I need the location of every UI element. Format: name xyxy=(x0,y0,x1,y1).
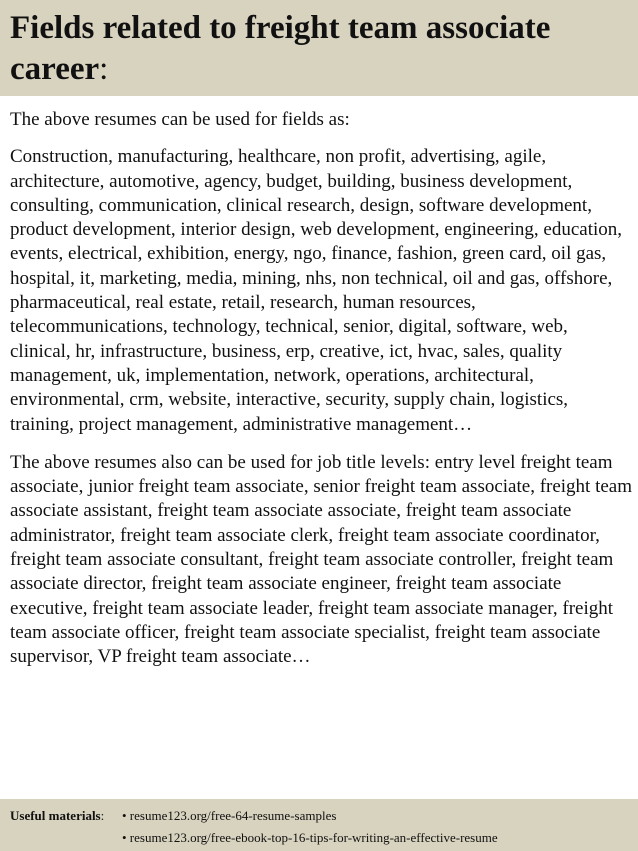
footer-label-spacer xyxy=(10,827,122,849)
useful-materials-label xyxy=(10,805,122,827)
job-levels-paragraph: The above resumes also can be used for job title levels: entry level freight team associate, junior freight team associate, senior freight team associate, freight team associate assistant, freight team associate associate, freight team associate administrator, freight team associate clerk, freight team associate coordinator, freight team associate consultant, freight team associate controller, freight team associate director, freight team associate engineer, freight team associate executive, freight team associate leader, freight team associate manager, freight team associate officer, freight team associate specialist, freight team associate supervisor, VP freight team associate… xyxy=(10,451,633,668)
page-title-colon: : xyxy=(99,51,109,87)
page-title xyxy=(10,8,628,90)
fields-paragraph: Construction, manufacturing, healthcare, non profit, advertising, agile, architecture, automotive, agency, budget, building, business development, consulting, communication, clinical research, design, software development, product development, interior design, web development, engineering, education, events, electrical, exhibition, energy, ngo, finance, fashion, green card, oil gas, hospital, it, marketing, media, mining, nhs, non technical, oil and gas, offshore, pharmaceutical, real estate, retail, research, human resources, telecommunications, technology, technical, senior, digital, software, web, clinical, hr, infrastructure, business, erp, creative, ict, hvac, sales, quality management, uk, implementation, network, operations, architectural, environmental, crm, website, interactive, security, supply chain, logistics, training, project management, administrative management… xyxy=(10,146,623,435)
footer-row-1 xyxy=(10,805,628,827)
content-body xyxy=(10,108,632,684)
footer-link-resume-samples[interactable]: • resume123.org/free-64-resume-samples xyxy=(122,808,337,823)
footer-band xyxy=(0,799,638,851)
intro-paragraph: The above resumes can be used for fields as: xyxy=(10,109,350,130)
footer-link-ebook[interactable]: • resume123.org/free-ebook-top-16-tips-for-writing-an-effective-resume xyxy=(122,830,498,845)
footer-row-2 xyxy=(10,827,628,849)
useful-materials-colon: : xyxy=(100,808,105,823)
title-band xyxy=(0,0,638,96)
useful-materials-label-text: Useful materials xyxy=(10,808,101,823)
page-title-text: Fields related to freight team associate career xyxy=(10,10,551,87)
